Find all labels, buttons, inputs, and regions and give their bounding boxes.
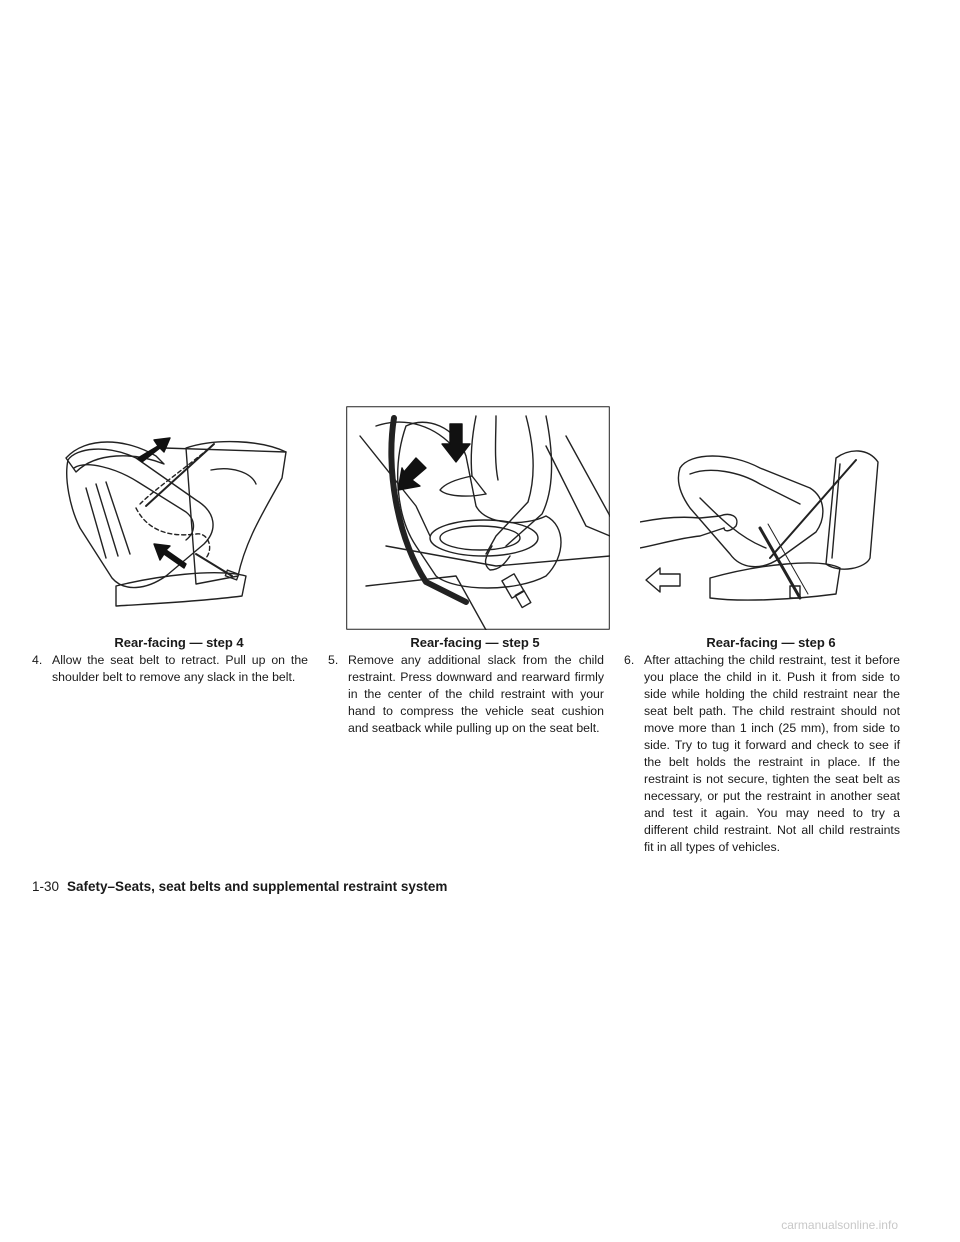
step-text: Remove any additional slack from the child restraint. Press downward and rearward firmly in the center of the child restraint with your hand to compress the vehicle seat cushion and seatback while pulling up on the seat belt. (348, 653, 604, 735)
figure-caption-step-5: Rear-facing — step 5 (410, 635, 540, 650)
instruction-column-step-6 (624, 634, 900, 856)
child-seat-test-movement-illustration (640, 408, 900, 626)
step-6 (624, 652, 900, 856)
figure-step-6 (640, 408, 900, 626)
page-footer (32, 878, 447, 896)
figure-caption-step-4: Rear-facing — step 4 (114, 635, 244, 650)
child-seat-press-down-illustration (346, 406, 610, 630)
figure-step-5 (346, 406, 610, 630)
watermark: carmanualsonline.info (781, 1218, 898, 1232)
step-number: 6. (624, 653, 635, 667)
step-text: After attaching the child restraint, test it before you place the child in it. Push it from side to side while holding the child restraint near the seat belt path. The child restraint should not move more than 1 inch (25 mm), from side to side. Try to tug it forward and check to see if the belt holds the restraint in place. If the restraint is not secure, tighten the seat belt as necessary, or put the restraint in another seat and test it again. You may need to try a different child restraint. Not all child restraints fit in all types of vehicles. (644, 653, 900, 854)
step-5 (328, 652, 604, 737)
step-number: 4. (32, 653, 43, 667)
child-seat-belt-retract-illustration (46, 408, 296, 626)
step-number: 5. (328, 653, 339, 667)
step-text: Allow the seat belt to retract. Pull up on the shoulder belt to remove any slack in the belt. (52, 653, 308, 684)
page-number: 1-30 (32, 879, 60, 894)
step-4 (32, 652, 308, 686)
instruction-column-step-4 (32, 634, 308, 686)
figure-step-4 (46, 408, 296, 626)
instruction-column-step-5 (328, 634, 604, 737)
section-title: Safety–Seats, seat belts and supplemental restraint system (67, 879, 448, 894)
figure-caption-step-6: Rear-facing — step 6 (706, 635, 836, 650)
